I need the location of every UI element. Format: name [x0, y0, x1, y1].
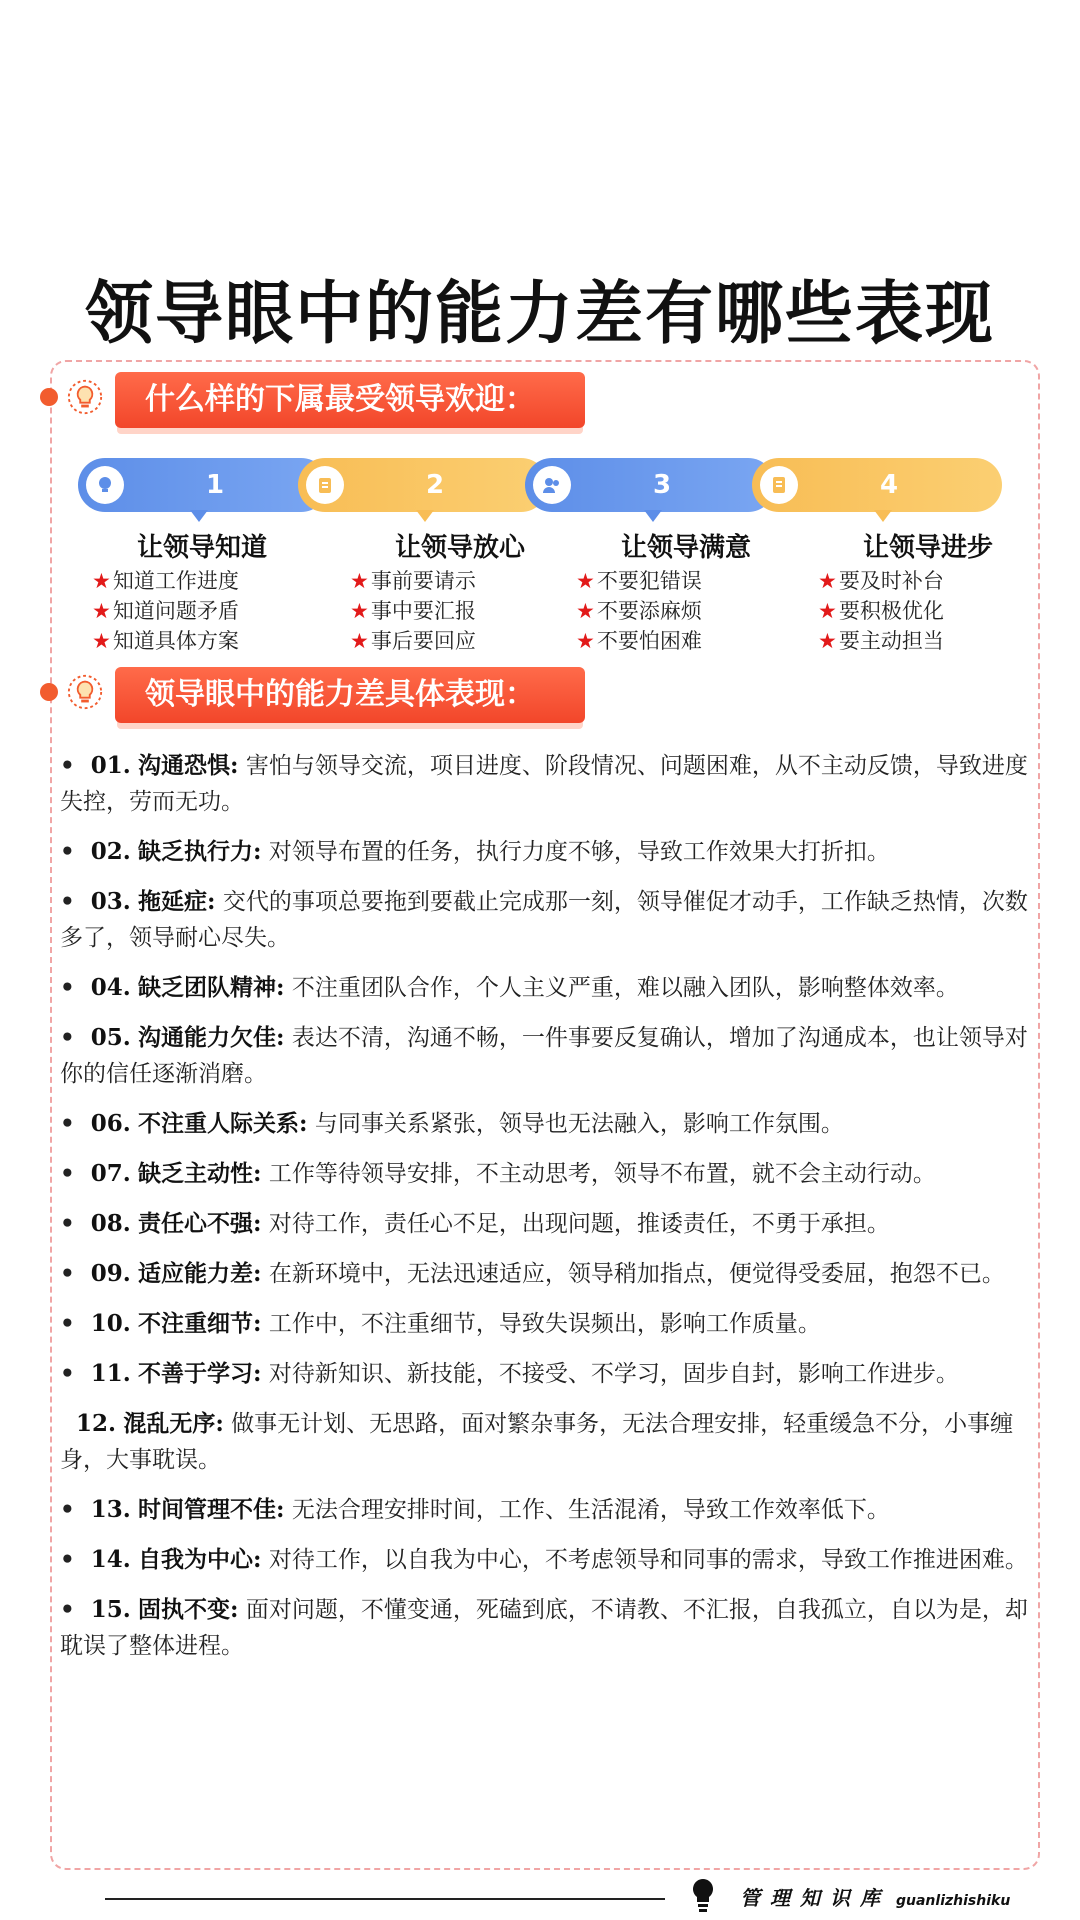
star-icon: ★ — [350, 629, 369, 653]
step-4-heading: 让领导进步 — [862, 533, 993, 563]
step-4-segment — [752, 458, 1002, 512]
step-1-segment — [78, 458, 328, 512]
step-4-item: ★要及时补台 — [818, 569, 944, 593]
step-2-heading: 让领导放心 — [394, 533, 525, 563]
list-item: • 13. 时间管理不佳: 无法合理安排时间，工作、生活混淆，导致工作效率低下。 — [60, 1496, 890, 1523]
step-2-circle — [306, 466, 344, 504]
star-icon: ★ — [818, 599, 837, 623]
step-4-number: 4 — [880, 470, 899, 500]
footer-divider — [105, 1898, 665, 1900]
star-icon: ★ — [350, 569, 369, 593]
step-2-item: ★事中要汇报 — [350, 599, 476, 623]
step-1-item: ★知道具体方案 — [92, 629, 239, 653]
step-2-number: 2 — [426, 470, 445, 500]
star-icon: ★ — [92, 629, 111, 653]
list-item: • 15. 固执不变: 面对问题，不懂变通，死磕到底，不请教、不汇报，自我孤立，自以为是，却耽误了整体进程。 — [60, 1596, 1028, 1659]
list-item: • 07. 缺乏主动性: 工作等待领导安排，不主动思考，领导不布置，就不会主动行动。 — [60, 1160, 936, 1187]
clipboard-icon — [313, 473, 337, 497]
step-3-number: 3 — [653, 470, 672, 500]
list-item: • 08. 责任心不强: 对待工作，责任心不足，出现问题，推诿责任，不勇于承担。 — [60, 1210, 890, 1237]
step-1-item: ★知道问题矛盾 — [92, 599, 239, 623]
star-icon: ★ — [92, 599, 111, 623]
step-2-item: ★事后要回应 — [350, 629, 476, 653]
step-1-circle — [86, 466, 124, 504]
document-icon — [767, 473, 791, 497]
users-icon — [540, 473, 564, 497]
step-1-pointer — [190, 510, 208, 522]
list-item: • 05. 沟通能力欠佳: 表达不清，沟通不畅，一件事要反复确认，增加了沟通成本，也让领导对你的信任逐渐消磨。 — [60, 1024, 1028, 1087]
step-3-segment — [525, 458, 775, 512]
step-1-number: 1 — [206, 470, 225, 500]
step-3-item: ★不要添麻烦 — [576, 599, 702, 623]
section2-banner: 领导眼中的能力差具体表现： — [115, 667, 585, 723]
lightbulb-icon — [688, 1876, 718, 1914]
star-icon: ★ — [818, 629, 837, 653]
step-1-item: ★知道工作进度 — [92, 569, 239, 593]
step-4-column — [818, 530, 1038, 656]
star-icon: ★ — [576, 569, 595, 593]
step-2-segment — [298, 458, 548, 512]
step-4-item: ★要积极优化 — [818, 599, 944, 623]
star-icon: ★ — [92, 569, 111, 593]
step-4-pointer — [874, 510, 892, 522]
star-icon: ★ — [576, 599, 595, 623]
list-item: • 03. 拖延症: 交代的事项总要拖到要截止完成那一刻，领导催促才动手，工作缺乏热情，次数多了，领导耐心尽失。 — [60, 888, 1028, 951]
step-3-heading: 让领导满意 — [620, 533, 751, 563]
footer-brand: 管理知识库 guanlizhishiku — [740, 1886, 1011, 1910]
lightbulb-icon — [66, 673, 104, 711]
step-2-pointer — [416, 510, 434, 522]
list-item: 12. 混乱无序: 做事无计划、无思路，面对繁杂事务，无法合理安排，轻重缓急不分，小事缠身，大事耽误。 — [60, 1410, 1014, 1473]
behavior-list — [60, 748, 1040, 1678]
step-3-column — [576, 530, 796, 656]
step-3-circle — [533, 466, 571, 504]
list-item: • 01. 沟通恐惧: 害怕与领导交流，项目进度、阶段情况、问题困难，从不主动反馈，导致进度失控，劳而无功。 — [60, 752, 1028, 815]
list-item: • 10. 不注重细节: 工作中，不注重细节，导致失误频出，影响工作质量。 — [60, 1310, 821, 1337]
list-item: • 09. 适应能力差: 在新环境中，无法迅速适应，领导稍加指点，便觉得受委屈，抱怨不已。 — [60, 1260, 1005, 1287]
list-item: • 02. 缺乏执行力: 对领导布置的任务，执行力度不够，导致工作效果大打折扣。 — [60, 838, 890, 865]
step-2-item: ★事前要请示 — [350, 569, 476, 593]
step-1-column — [92, 530, 312, 656]
list-item: • 04. 缺乏团队精神: 不注重团队合作，个人主义严重，难以融入团队，影响整体效率。 — [60, 974, 959, 1001]
page-title: 领导眼中的能力差有哪些表现 — [84, 275, 995, 354]
step-3-pointer — [644, 510, 662, 522]
step-4-circle — [760, 466, 798, 504]
section1-banner: 什么样的下属最受领导欢迎： — [115, 372, 585, 428]
step-3-item: ★不要犯错误 — [576, 569, 702, 593]
star-icon: ★ — [350, 599, 369, 623]
list-item: • 06. 不注重人际关系: 与同事关系紧张，领导也无法融入，影响工作氛围。 — [60, 1110, 844, 1137]
list-item: • 11. 不善于学习: 对待新知识、新技能，不接受、不学习，固步自封，影响工作进步。 — [60, 1360, 959, 1387]
step-1-heading: 让领导知道 — [136, 533, 267, 563]
idea-icon — [93, 473, 117, 497]
section1-dot — [40, 388, 58, 406]
star-icon: ★ — [576, 629, 595, 653]
step-2-column — [350, 530, 570, 656]
step-3-item: ★不要怕困难 — [576, 629, 702, 653]
star-icon: ★ — [818, 569, 837, 593]
step-4-item: ★要主动担当 — [818, 629, 944, 653]
lightbulb-icon — [66, 378, 104, 416]
section2-dot — [40, 683, 58, 701]
list-item: • 14. 自我为中心: 对待工作，以自我为中心，不考虑领导和同事的需求，导致工作推进困难。 — [60, 1546, 1028, 1573]
